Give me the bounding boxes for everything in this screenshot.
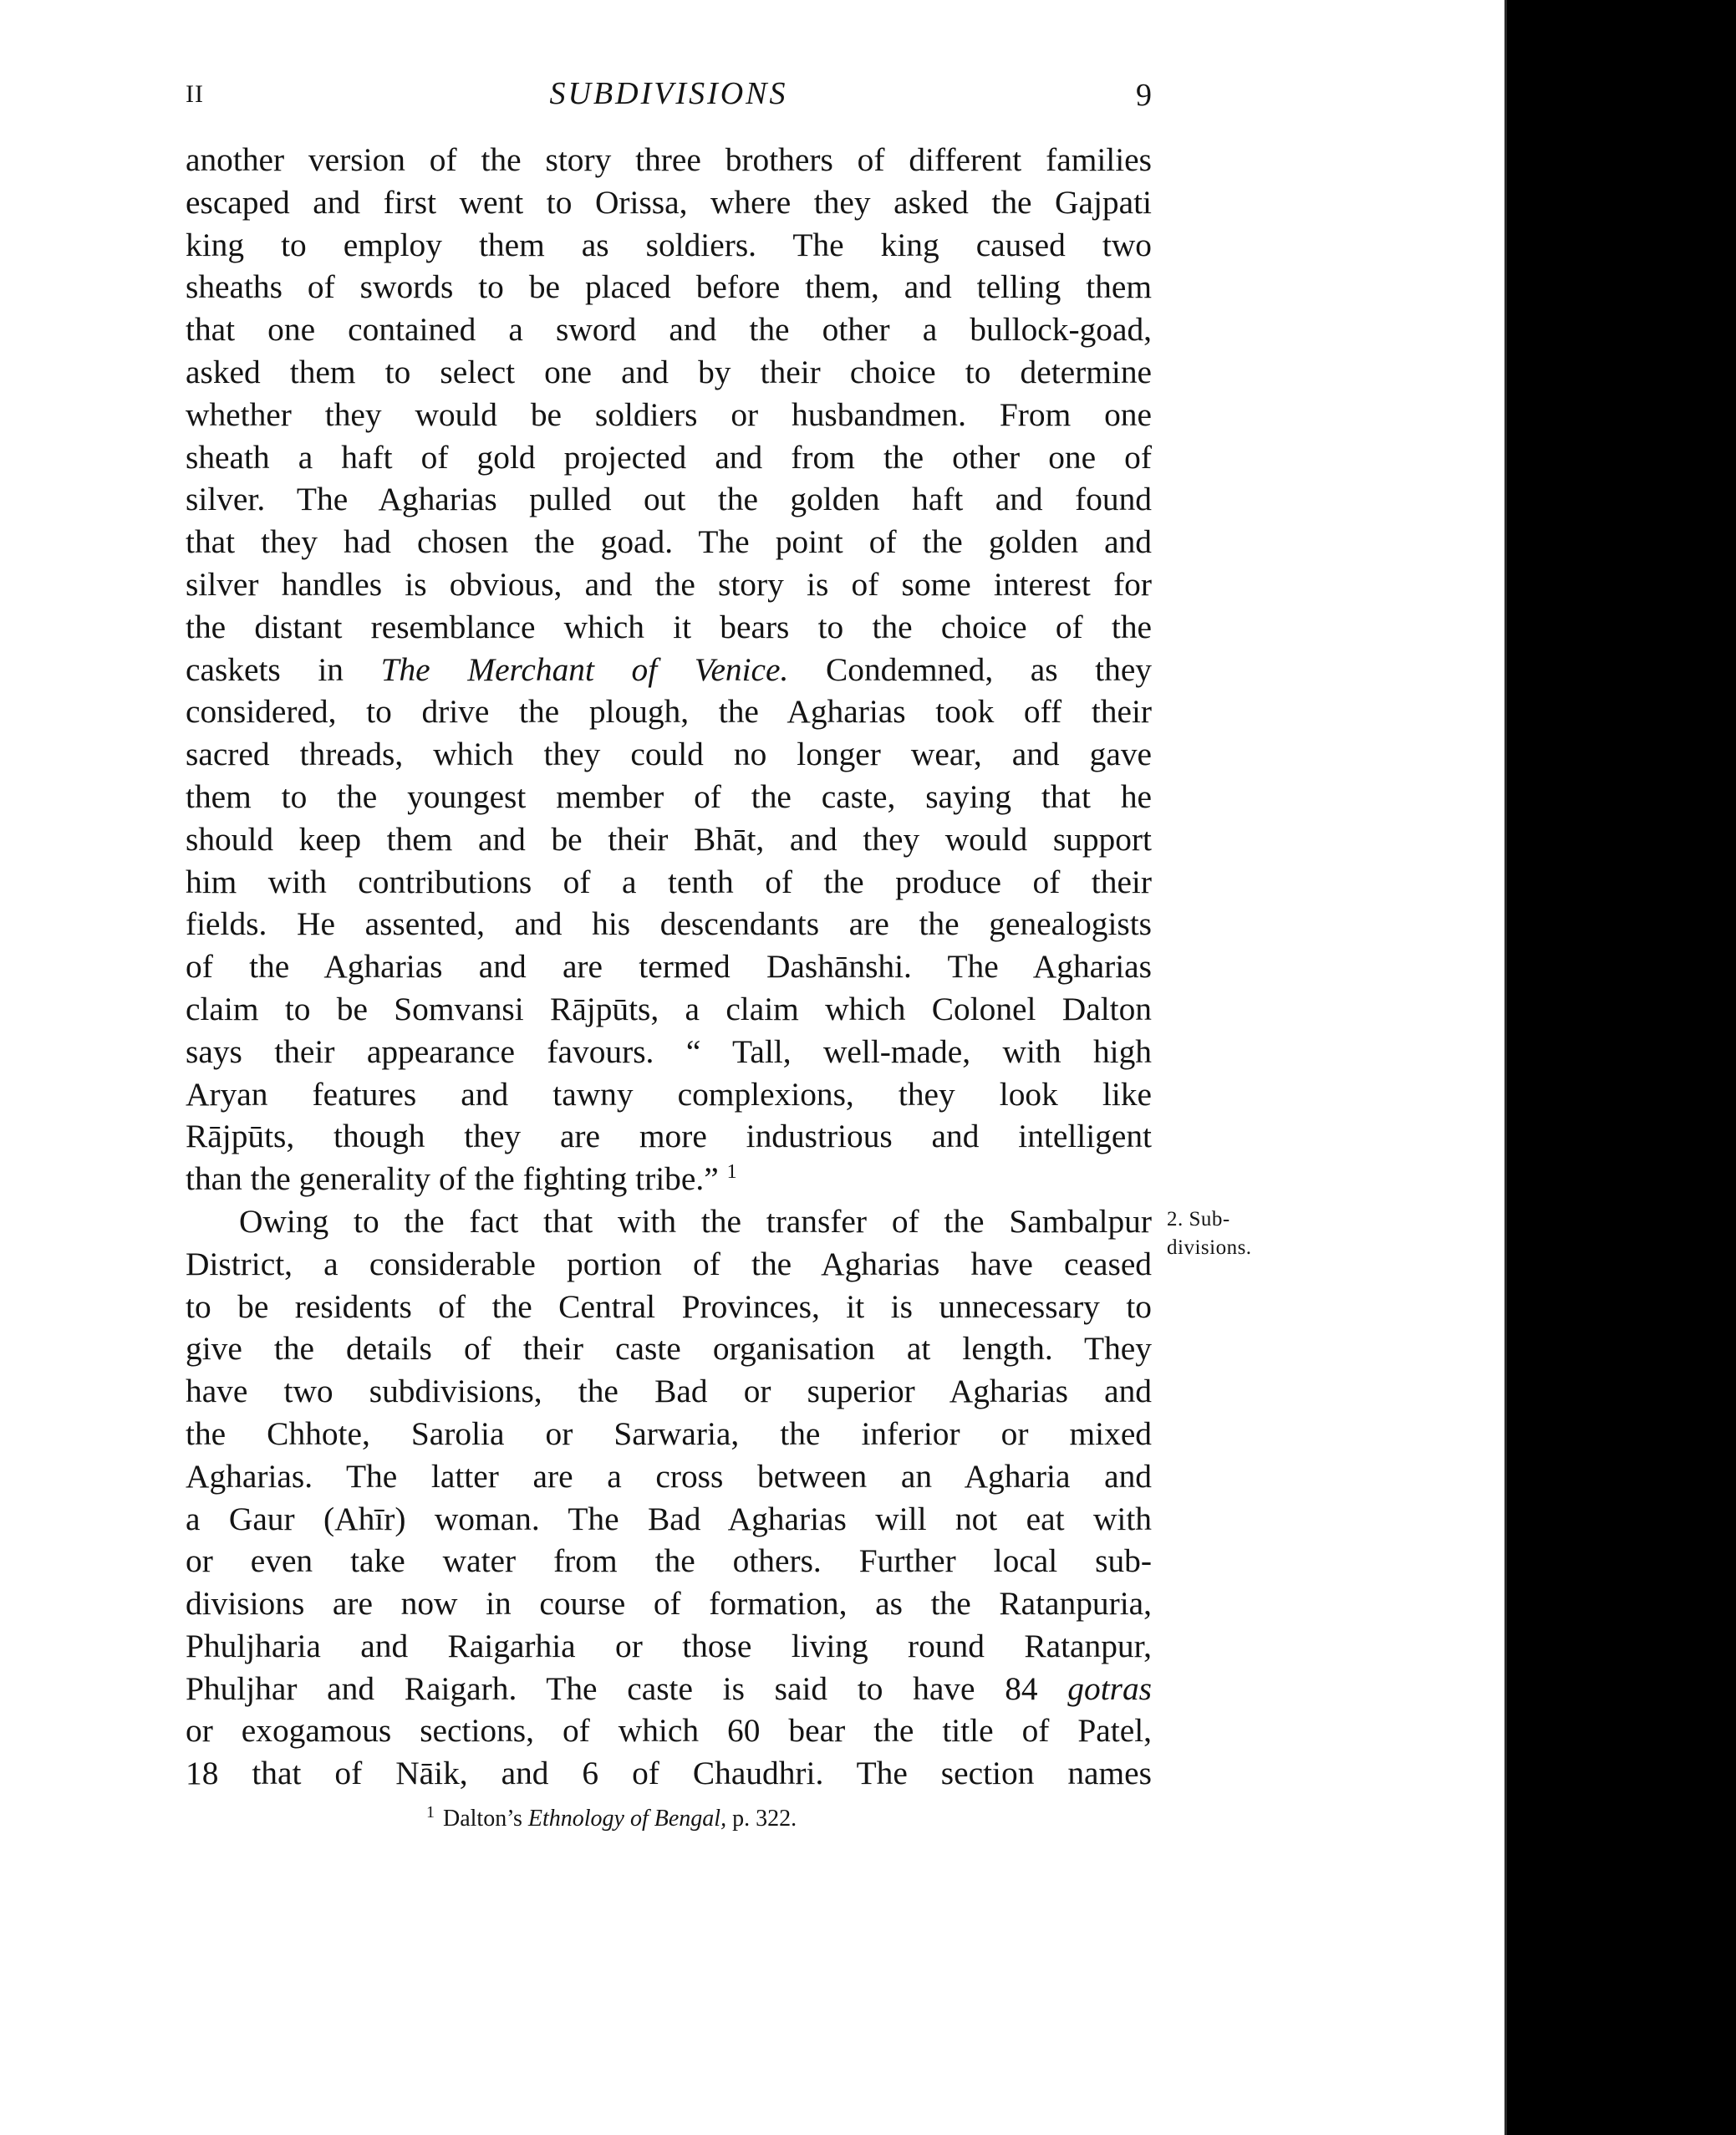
caskets-pre: caskets in [186, 650, 344, 688]
text-line: the Chhote, Sarolia or Sarwaria, the inferior or mixed [186, 1414, 1152, 1452]
ratanpur-comma: , [1143, 1627, 1152, 1664]
text-line: them to the youngest member of the caste, saying that he [186, 777, 1152, 815]
text-line: that one contained a sword and the other a bullock-goad, [186, 311, 1152, 349]
running-head [186, 75, 1152, 117]
text-line: should keep them and be their Bhāt, and they would support [186, 820, 1152, 858]
text-line-caskets [186, 649, 1152, 691]
text-line-paragraph-end [186, 1158, 1152, 1200]
text-line-gotras [186, 1668, 1152, 1710]
page-number: 9 [1136, 78, 1152, 113]
text-line: whether they would be soldiers or husbandmen. From one [186, 395, 1152, 433]
text-line: or exogamous sections, of which 60 bear the title of Patel, [186, 1712, 1152, 1750]
text-line: sheath a haft of gold projected and from the other one of [186, 438, 1152, 476]
text-line: divisions are now in course of formation, as the Ratanpuria, [186, 1585, 1152, 1623]
text-line: to be residents of the Central Provinces, it is unnecessary to [186, 1287, 1152, 1325]
footnote-reference: 1 [726, 1161, 737, 1184]
text-line-ratanpur [186, 1625, 1152, 1668]
marginal-sidenote [1167, 1205, 1252, 1262]
volume-number: II [186, 80, 204, 108]
body-text [186, 139, 1152, 1795]
text-line: claim to be Somvansi Rājpūts, a claim which Colonel Dalton [186, 990, 1152, 1027]
text-line: a Gaur (Ahīr) woman. The Bad Agharias will not eat with [186, 1500, 1152, 1537]
last-line-text: than the generality of the fighting tribe.” [186, 1160, 719, 1198]
text-line: asked them to select one and by their choice to determine [186, 353, 1152, 390]
text-line: have two subdivisions, the Bad or superior Agharias and [186, 1373, 1152, 1410]
text-line: king to employ them as soldiers. The king caused two [186, 226, 1152, 263]
text-line-indented: Owing to the fact that with the transfer of the Sambalpur [239, 1202, 1152, 1240]
sidenote-line: 2. Sub- [1167, 1208, 1230, 1231]
text-line: Agharias. The latter are a cross between an Agharia and [186, 1457, 1152, 1495]
text-line: silver handles is obvious, and the story is of some interest for [186, 565, 1152, 603]
text-line: of the Agharias and are termed Dashānshi. The Agharias [186, 948, 1152, 986]
text-line: give the details of their caste organisation at length. They [186, 1330, 1152, 1368]
text-line: silver. The Agharias pulled out the golden haft and found [186, 481, 1152, 518]
caskets-post: Condemned, as they [825, 650, 1152, 688]
text-line: sheaths of swords to be placed before them, and telling them [186, 268, 1152, 306]
footnote-page: p. 322. [732, 1806, 797, 1832]
text-line: another version of the story three brothers of different families [186, 141, 1152, 178]
text-line: Rājpūts, though they are more industrious and intelligent [186, 1118, 1152, 1155]
page-title: SUBDIVISIONS [549, 76, 788, 111]
play-title-italic: The Merchant of Venice. [380, 650, 789, 688]
footnote [426, 1804, 797, 1834]
text-line: sacred threads, which they could no longer wear, and gave [186, 736, 1152, 773]
text-line: him with contributions of a tenth of the produce of their [186, 863, 1152, 900]
sidenote-line: divisions. [1167, 1236, 1252, 1259]
text-line: considered, to drive the plough, the Agharias took off their [186, 693, 1152, 731]
gotras-pre: Phuljhar and Raigarh. The caste is said to have 84 [186, 1669, 1038, 1707]
ratanpur-text: Phuljharia and Raigarhia or those living round Ratanpur [186, 1627, 1144, 1664]
footnote-book-title: Ethnology of Bengal, [527, 1806, 727, 1832]
gotras-italic: gotras [1067, 1669, 1152, 1707]
text-line: that they had chosen the goad. The point of the golden and [186, 523, 1152, 561]
footnote-author: Dalton’s [443, 1806, 522, 1832]
text-line: Aryan features and tawny complexions, they look like [186, 1075, 1152, 1113]
text-line: or even take water from the others. Further local sub- [186, 1542, 1152, 1580]
text-line: 18 that of Nāik, and 6 of Chaudhri. The section names [186, 1755, 1152, 1792]
text-line: escaped and first went to Orissa, where they asked the Gajpati [186, 183, 1152, 221]
text-line: fields. He assented, and his descendants are the genealogists [186, 905, 1152, 943]
footnote-mark: 1 [426, 1803, 435, 1822]
scan-margin-black-band [1504, 0, 1736, 2135]
text-line: the distant resemblance which it bears to the choice of the [186, 608, 1152, 645]
scan-margin-edge [1504, 0, 1507, 2135]
text-line: District, a considerable portion of the Agharias have ceased [186, 1245, 1152, 1282]
text-line: says their appearance favours. “ Tall, well-made, with high [186, 1032, 1152, 1070]
